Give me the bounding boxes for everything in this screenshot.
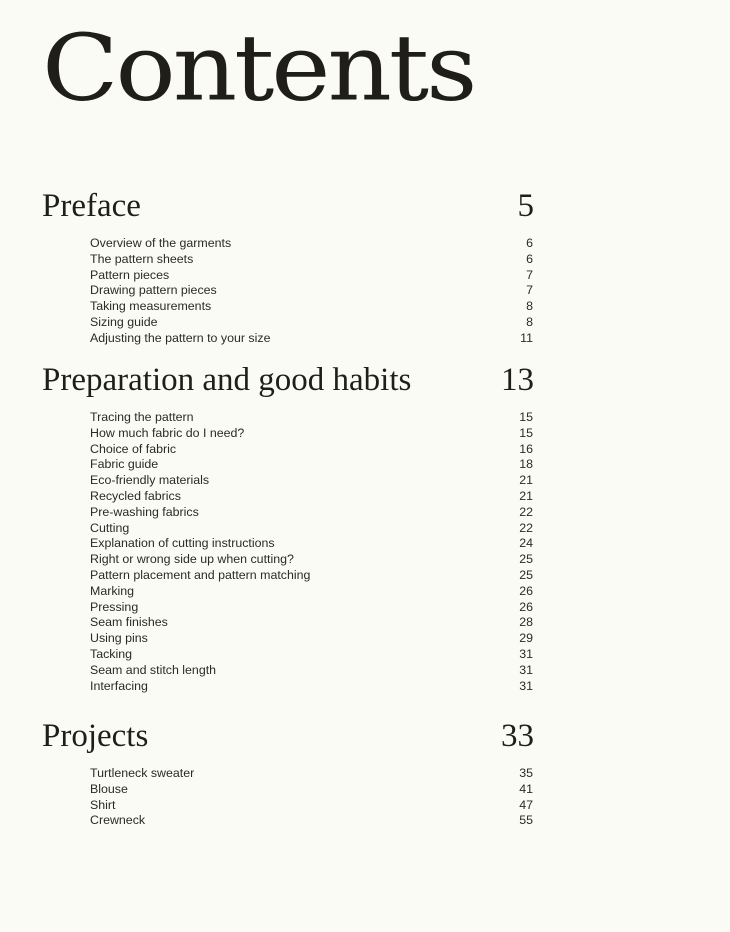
section-heading xyxy=(42,720,534,753)
toc-entry xyxy=(90,283,533,299)
entry-page-number: 22 xyxy=(519,520,533,535)
section-page-number: 5 xyxy=(517,188,534,224)
toc-entry xyxy=(90,813,533,829)
section-page-number: 33 xyxy=(501,718,534,754)
entry-label: Tacking xyxy=(90,646,133,661)
toc-entry xyxy=(90,457,533,473)
entry-label: Taking measurements xyxy=(90,299,212,314)
section-page-number: 13 xyxy=(501,362,534,398)
toc-entry xyxy=(90,426,533,442)
entry-label: Interfacing xyxy=(90,678,148,693)
toc-entry xyxy=(90,600,533,616)
toc-entry xyxy=(90,536,533,552)
entry-page-number: 15 xyxy=(519,410,533,424)
entry-page-number: 26 xyxy=(519,583,533,598)
entry-label: Turtleneck sweater xyxy=(90,766,195,780)
entry-label: Overview of the garments xyxy=(90,236,232,250)
entry-label: Seam finishes xyxy=(90,615,168,630)
entry-page-number: 31 xyxy=(519,646,533,661)
toc-entry xyxy=(90,505,533,521)
entry-label: Seam and stitch length xyxy=(90,662,217,677)
entry-page-number: 24 xyxy=(519,536,533,551)
entry-page-number: 8 xyxy=(526,299,533,314)
toc-entry xyxy=(90,798,533,814)
toc-entry xyxy=(90,663,533,679)
entry-label: Eco-friendly materials xyxy=(90,473,210,488)
entry-page-number: 15 xyxy=(519,425,533,440)
entry-page-number: 47 xyxy=(519,797,533,812)
entry-page-number: 18 xyxy=(519,457,533,472)
entry-list xyxy=(90,236,533,347)
page-title: Contents xyxy=(42,13,475,122)
entry-page-number: 25 xyxy=(519,567,533,582)
section-heading xyxy=(42,190,534,223)
entry-page-number: 21 xyxy=(519,473,533,488)
entry-page-number: 35 xyxy=(519,766,533,780)
entry-page-number: 21 xyxy=(519,488,533,503)
entry-page-number: 26 xyxy=(519,599,533,614)
toc-entry xyxy=(90,679,533,695)
entry-label: Cutting xyxy=(90,520,130,535)
toc-entry xyxy=(90,568,533,584)
entry-label: Pressing xyxy=(90,599,139,614)
entry-label: Sizing guide xyxy=(90,314,158,329)
toc-entry xyxy=(90,647,533,663)
entry-page-number: 6 xyxy=(526,236,533,250)
entry-label: Pattern placement and pattern matching xyxy=(90,567,311,582)
entry-list xyxy=(90,766,533,829)
section-title: Projects xyxy=(42,718,149,754)
entry-page-number: 7 xyxy=(526,283,533,298)
entry-label: Fabric guide xyxy=(90,457,159,472)
entry-label: Using pins xyxy=(90,631,148,646)
entry-label: How much fabric do I need? xyxy=(90,425,245,440)
toc-entry xyxy=(90,236,533,252)
entry-label: Blouse xyxy=(90,781,128,796)
entry-label: Marking xyxy=(90,583,135,598)
toc-entry xyxy=(90,584,533,600)
entry-label: The pattern sheets xyxy=(90,251,194,266)
entry-page-number: 41 xyxy=(519,781,533,796)
entry-page-number: 6 xyxy=(526,251,533,266)
entry-label: Shirt xyxy=(90,797,116,812)
toc-entry xyxy=(90,631,533,647)
entry-page-number: 31 xyxy=(519,678,533,693)
section-title: Preface xyxy=(42,188,141,224)
toc-entry xyxy=(90,552,533,568)
toc-entry xyxy=(90,521,533,537)
toc-entry xyxy=(90,410,533,426)
entry-label: Crewneck xyxy=(90,813,146,828)
entry-label: Recycled fabrics xyxy=(90,488,181,503)
entry-page-number: 31 xyxy=(519,662,533,677)
toc-entry xyxy=(90,315,533,331)
entry-label: Explanation of cutting instructions xyxy=(90,536,275,551)
entry-label: Pattern pieces xyxy=(90,267,170,282)
entry-label: Adjusting the pattern to your size xyxy=(90,330,271,345)
entry-page-number: 29 xyxy=(519,631,533,646)
toc-entry xyxy=(90,766,533,782)
entry-label: Choice of fabric xyxy=(90,441,177,456)
entry-label: Right or wrong side up when cutting? xyxy=(90,552,294,567)
entry-list xyxy=(90,410,533,694)
entry-page-number: 16 xyxy=(519,441,533,456)
entry-page-number: 25 xyxy=(519,552,533,567)
toc-entry xyxy=(90,489,533,505)
toc-entry xyxy=(90,473,533,489)
toc-entry xyxy=(90,615,533,631)
toc-entry xyxy=(90,268,533,284)
entry-label: Drawing pattern pieces xyxy=(90,283,217,298)
entry-page-number: 7 xyxy=(526,267,533,282)
entry-label: Pre-washing fabrics xyxy=(90,504,199,519)
entry-page-number: 8 xyxy=(526,314,533,329)
section-title: Preparation and good habits xyxy=(42,362,412,398)
toc-entry xyxy=(90,331,533,347)
entry-page-number: 11 xyxy=(520,330,533,345)
toc-entry xyxy=(90,442,533,458)
entry-page-number: 55 xyxy=(519,813,533,828)
entry-page-number: 22 xyxy=(519,504,533,519)
section-heading xyxy=(42,364,534,397)
toc-entry xyxy=(90,782,533,798)
entry-page-number: 28 xyxy=(519,615,533,630)
toc-entry xyxy=(90,252,533,268)
toc-entry xyxy=(90,299,533,315)
entry-label: Tracing the pattern xyxy=(90,410,194,424)
